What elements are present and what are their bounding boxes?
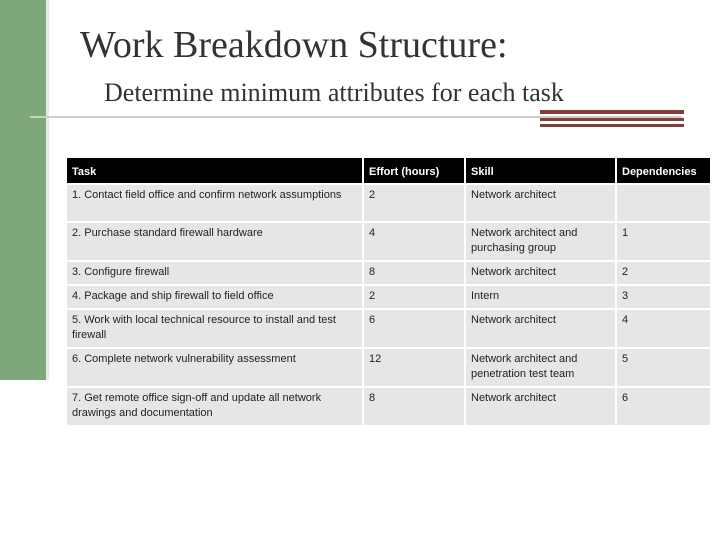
sidebar-accent-shadow: [46, 0, 49, 380]
header-dependencies: Dependencies: [616, 158, 710, 184]
task-cell: 5. Work with local technical resource to install and test firewall: [67, 309, 363, 348]
skill-cell: Network architect: [465, 261, 616, 285]
skill-cell: Network architect: [465, 309, 616, 348]
table-row: [67, 261, 710, 285]
dependencies-cell: 6: [616, 387, 710, 425]
sidebar-accent: [0, 0, 48, 380]
effort-cell: 4: [363, 222, 465, 261]
task-cell: 4. Package and ship firewall to field office: [67, 285, 363, 309]
effort-cell: 12: [363, 348, 465, 387]
table-row: [67, 348, 710, 387]
accent-rule: [540, 118, 684, 121]
skill-cell: Network architect and purchasing group: [465, 222, 616, 261]
effort-cell: 8: [363, 261, 465, 285]
table-header-row: [67, 158, 710, 184]
dependencies-cell: 1: [616, 222, 710, 261]
table-row: [67, 285, 710, 309]
skill-cell: Intern: [465, 285, 616, 309]
skill-cell: Network architect and penetration test team: [465, 348, 616, 387]
task-cell: 1. Contact field office and confirm network assumptions: [67, 184, 363, 222]
wbs-table: [67, 158, 710, 425]
dependencies-cell: 2: [616, 261, 710, 285]
accent-rule: [540, 124, 684, 127]
effort-cell: 6: [363, 309, 465, 348]
header-skill: Skill: [465, 158, 616, 184]
table-row: [67, 309, 710, 348]
effort-cell: 2: [363, 184, 465, 222]
header-task: Task: [67, 158, 363, 184]
slide-title: Work Breakdown Structure:: [80, 24, 508, 66]
effort-cell: 8: [363, 387, 465, 425]
table-row: [67, 184, 710, 222]
task-cell: 6. Complete network vulnerability assessment: [67, 348, 363, 387]
table-row: [67, 222, 710, 261]
task-cell: 7. Get remote office sign-off and update all network drawings and documentation: [67, 387, 363, 425]
task-cell: 3. Configure firewall: [67, 261, 363, 285]
slide-subtitle: Determine minimum attributes for each task: [104, 78, 564, 107]
table-row: [67, 387, 710, 425]
task-cell: 2. Purchase standard firewall hardware: [67, 222, 363, 261]
dependencies-cell: 5: [616, 348, 710, 387]
skill-cell: Network architect: [465, 387, 616, 425]
skill-cell: Network architect: [465, 184, 616, 222]
accent-rule: [540, 110, 684, 114]
dependencies-cell: 3: [616, 285, 710, 309]
dependencies-cell: 4: [616, 309, 710, 348]
effort-cell: 2: [363, 285, 465, 309]
header-effort: Effort (hours): [363, 158, 465, 184]
dependencies-cell: [616, 184, 710, 222]
